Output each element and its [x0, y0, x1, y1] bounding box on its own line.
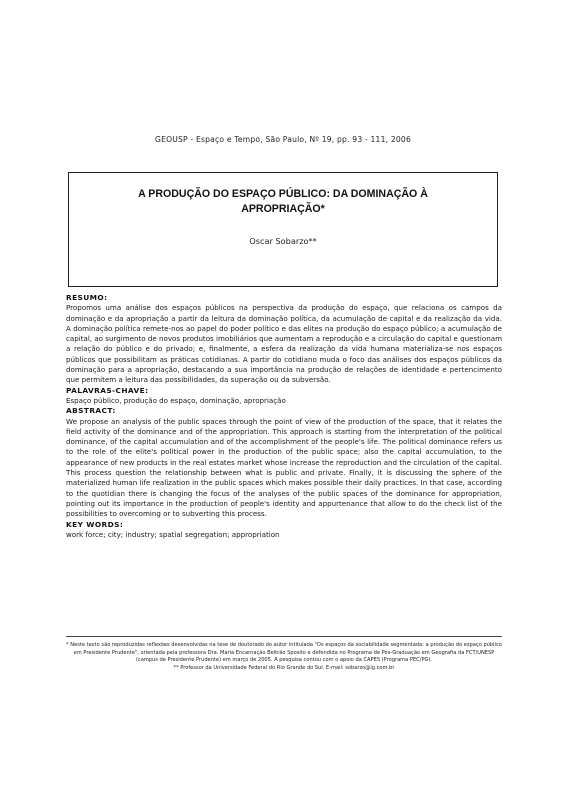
footnotes — [66, 642, 502, 672]
author-name: Oscar Sobarzo** — [249, 236, 317, 246]
article-title — [69, 187, 497, 217]
palavras-chave-heading: PALAVRAS-CHAVE: — [66, 385, 149, 395]
key-words-heading: KEY WORDS: — [66, 519, 124, 529]
footnote-divider — [66, 636, 502, 637]
resumo-text: Propomos uma análise dos espaços públicos na perspectiva da produção do espaço, que relaciona os campos da dominação e da apropriação a partir da leitura da dominação política, da acumulação de capital e da realização da vida. A dominação política remete-nos ao papel do poder político e das elites na produção do espaço público; a acumulação de capital, ao surgimento de novos produtos imobiliários que aumentam a reprodução e a circulação do capital e questionam a relação do público e do privado; e, finalmente, a esfera da realização da vida humana materializa-se nos espaços públicos que possibilitam as práticas cotidianas. A partir do cotidiano muda o foco das análises dos espaços públicos da dominação para a apropriação, destacando a sua importância na produção de relações de identidade e pertencimento que permitem a leitura das possibilidades, da superação ou da subversão. — [66, 303, 502, 385]
resumo-heading: RESUMO: — [66, 293, 108, 302]
footnote-1: * Neste texto são reproduzidas reflexões desenvolvidas na tese de doutorado do autor intitulada "Os espaços da sociabilidade segmentada: a produção do espaço público em Presidente Prudente", orientada pela professora Dra. Maria Encarnação Beltrão Sposito e defendida no Programa de Pós-Graduação em Geografia da FCT/UNESP (campus de Presidente Prudente) em março de 2005. A pesquisa contou com o apoio da CAPES (Programa PEC/PG). — [66, 642, 502, 664]
journal-citation: GEOUSP - Espaço e Tempo, São Paulo, Nº 19, pp. 93 - 111, 2006 — [155, 135, 411, 144]
palavras-chave-text: Espaço público, produção do espaço, dominação, apropriação — [66, 395, 286, 405]
article-title-line2: APROPRIAÇÃO* — [241, 203, 325, 215]
article-title-line1: A PRODUÇÃO DO ESPAÇO PÚBLICO: DA DOMINAÇÃO À — [138, 188, 428, 200]
abstract-heading: ABSTRACT: — [66, 406, 116, 416]
key-words-text: work force; city; industry; spatial segregation; appropriation — [66, 529, 280, 539]
footnote-2: ** Professor da Universidade Federal do Rio Grande do Sul. E-mail: sobarzo@ig.com.br — [173, 664, 395, 671]
title-box — [68, 172, 498, 287]
article-body — [66, 293, 502, 540]
abstract-text: We propose an analysis of the public spaces through the point of view of the production of the space, that it relates the field activity of the dominance and of the appropriation. This approach is starting from the interpretation of the political dominance, of the capital accumulation and of the accomplishment of the people's life. The political dominance refers us to the role of the elite's political power in the production of the public space; also the capital accumulation, to the appearance of new products in the real estates market whose increase the reproduction and the circulation of the capital. This process question the relationship between what is public and private. Finally, it is discussing the sphere of the materialized human life realization in the public spaces which makes possible their daily practices. In that case, according to the quotidian there is changing the focus of the analyses of the public spaces of the dominance for appropriation, pointing out its importance in the production of people's identity and appurtenance that allow to do the check list of the possibilities to overcoming or to subverting this process. — [66, 416, 502, 519]
